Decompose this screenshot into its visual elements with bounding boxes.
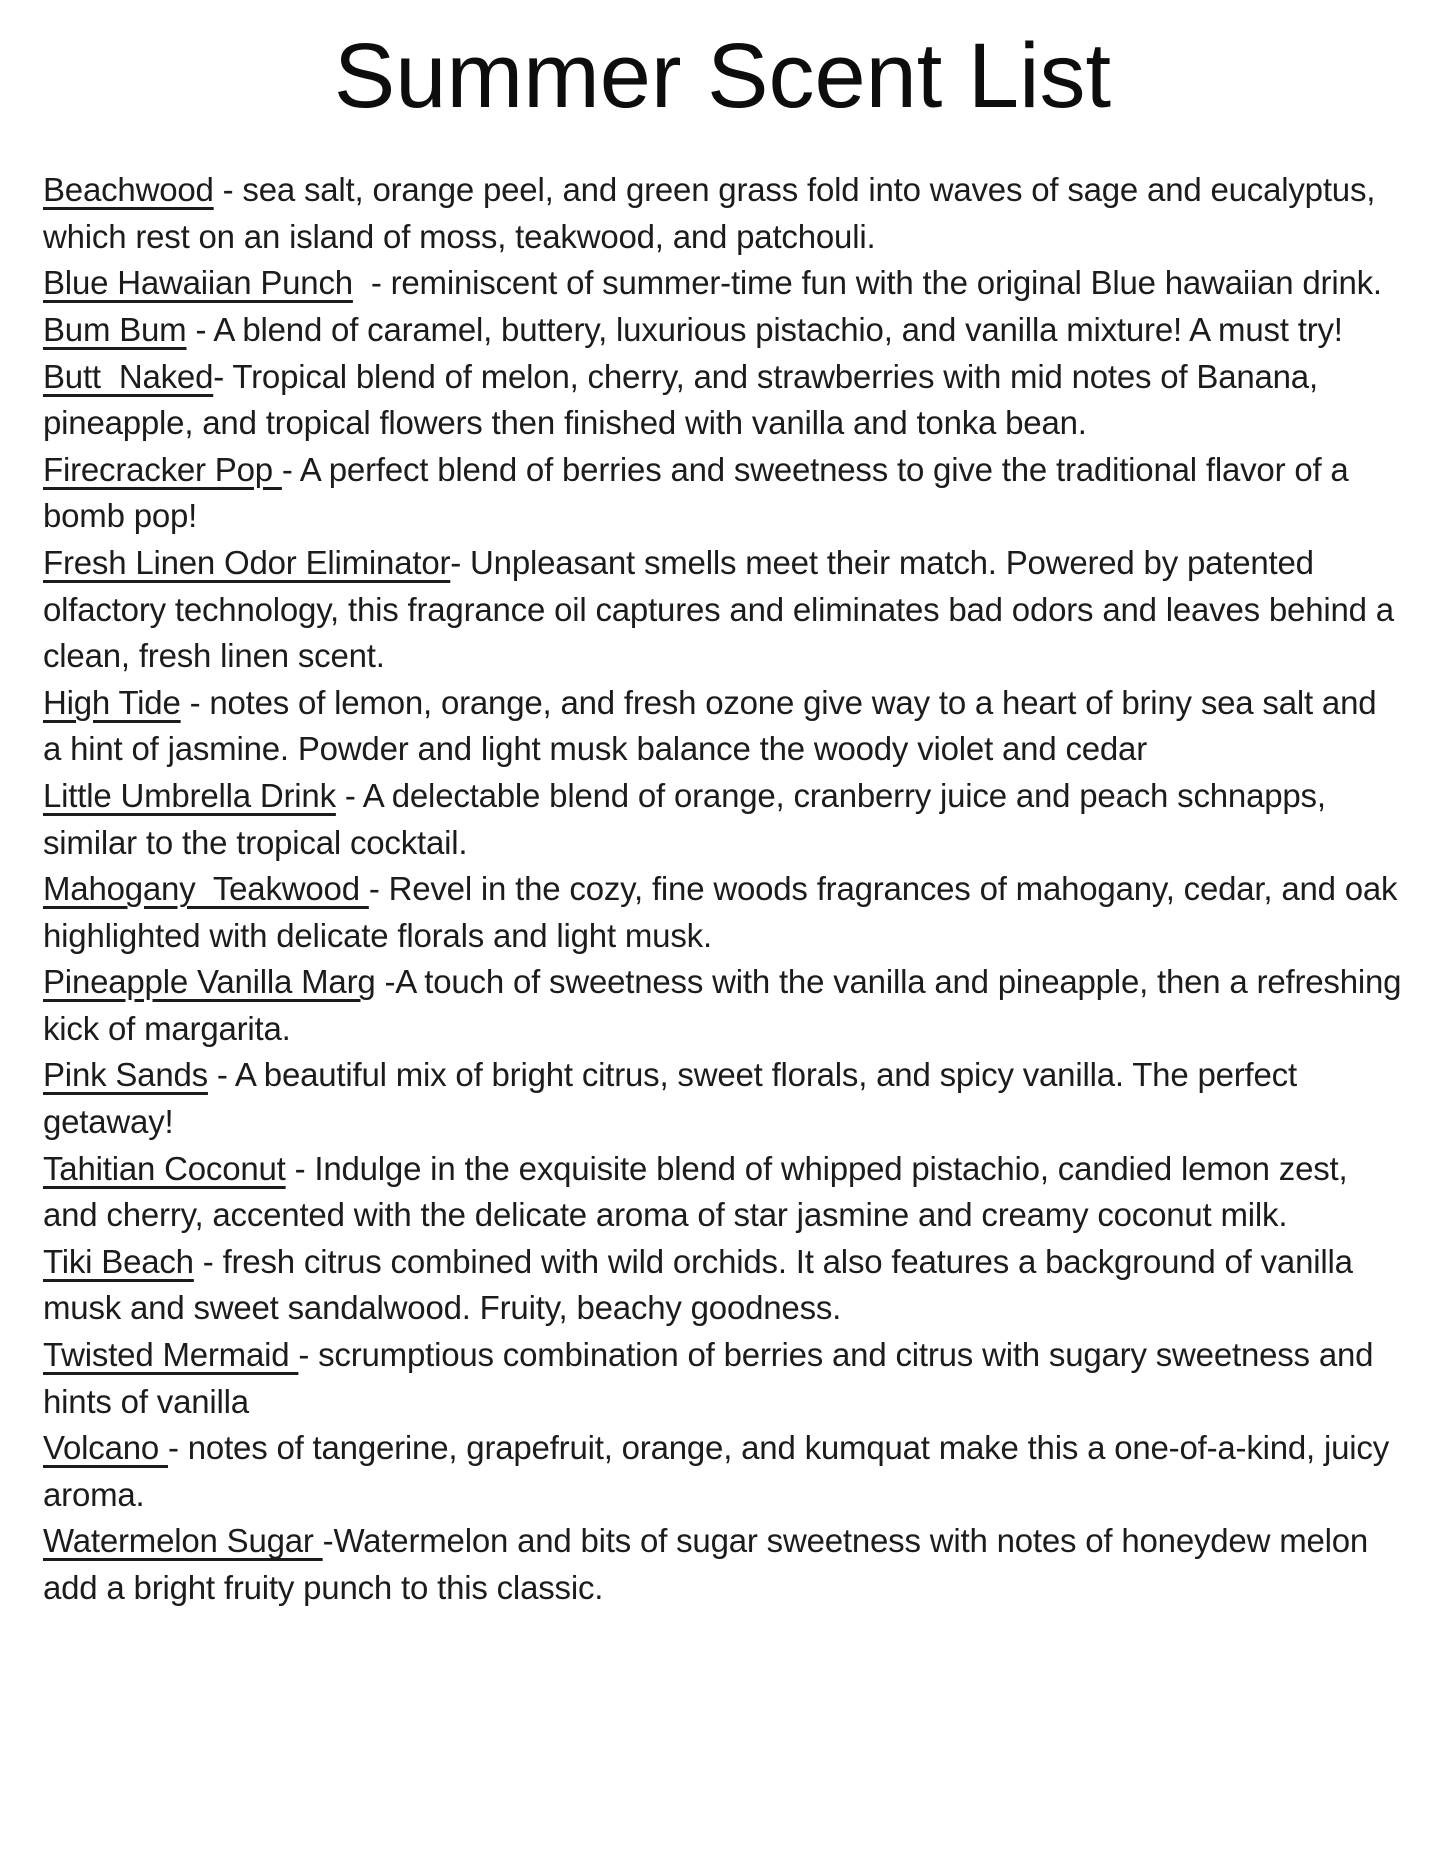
scent-description: - Unpleasant smells meet their match. Powered by patented olfactory technology, this fragrance oil captures and eliminates bad odors and leaves behind a clean, fresh linen scent.: [43, 543, 1403, 675]
scent-description: - fresh citrus combined with wild orchids. It also features a background of vanilla musk and sweet sandalwood. Fruity, beachy goodness.: [43, 1242, 1362, 1327]
scent-entry: [43, 260, 1403, 307]
scent-entry: [43, 354, 1403, 447]
scent-entry: [43, 680, 1403, 773]
scent-description: - scrumptious combination of berries and citrus with sugary sweetness and hints of vanilla: [43, 1336, 1383, 1420]
scent-description: - A perfect blend of berries and sweetness to give the traditional flavor of a bomb pop!: [43, 450, 1358, 535]
scent-entry: [43, 1146, 1403, 1239]
scent-name: Tiki Beach: [43, 1242, 194, 1280]
scent-entry: [43, 1332, 1403, 1425]
scent-description: - notes of tangerine, grapefruit, orange, and kumquat make this a one-of-a-kind, juicy aroma.: [43, 1429, 1398, 1513]
scent-name: Butt Naked: [43, 357, 214, 395]
scent-entry: [43, 447, 1403, 540]
document-page: [0, 26, 1445, 1871]
scent-description: -A touch of sweetness with the vanilla and pineapple, then a refreshing kick of margarita.: [43, 963, 1411, 1047]
scent-name: Twisted Mermaid: [43, 1336, 299, 1374]
scent-description: - sea salt, orange peel, and green grass fold into waves of sage and eucalyptus, which rest on an island of moss, teakwood, and patchouli.: [43, 171, 1385, 255]
scent-entry: [43, 1239, 1403, 1332]
scent-entry: [43, 540, 1403, 680]
scent-name: Pink Sands: [43, 1056, 208, 1094]
scent-name: Fresh Linen Odor Eliminator: [43, 543, 451, 581]
scent-entry: [43, 1518, 1403, 1611]
scent-entry: [43, 167, 1403, 260]
scent-description: - A blend of caramel, buttery, luxurious pistachio, and vanilla mixture! A must try!: [186, 310, 1343, 348]
scent-description: - Revel in the cozy, fine woods fragrances of mahogany, cedar, and oak highlighted with delicate florals and light musk.: [43, 870, 1407, 954]
scent-description: -Watermelon and bits of sugar sweetness with notes of honeydew melon add a bright fruity punch to this classic.: [43, 1522, 1378, 1606]
scent-description: - A beautiful mix of bright citrus, sweet florals, and spicy vanilla. The perfect getaway!: [43, 1056, 1306, 1141]
scent-name: Tahitian Coconut: [43, 1149, 286, 1187]
scent-description: - Indulge in the exquisite blend of whipped pistachio, candied lemon zest, and cherry, accented with the delicate aroma of star jasmine and creamy coconut milk.: [43, 1149, 1357, 1234]
scent-entry: [43, 1425, 1403, 1518]
scent-name: Firecracker Pop: [43, 450, 282, 488]
scent-name: Watermelon Sugar: [43, 1522, 323, 1560]
scent-entry: [43, 1052, 1403, 1145]
scent-description: - notes of lemon, orange, and fresh ozone give way to a heart of briny sea salt and a hint of jasmine. Powder and light musk balance the woody violet and cedar: [43, 683, 1386, 768]
scent-name: Mahogany Teakwood: [43, 870, 369, 908]
scent-name: Beachwood: [43, 171, 214, 209]
scent-name: Volcano: [43, 1429, 169, 1467]
scent-list: [43, 167, 1411, 1611]
scent-name: Bum Bum: [43, 310, 187, 348]
scent-entry: [43, 307, 1403, 354]
scent-entry: [43, 773, 1403, 866]
scent-entry: [43, 959, 1411, 1052]
scent-name: High Tide: [43, 683, 181, 721]
page-title: Summer Scent List: [333, 25, 1112, 127]
scent-name: Pineapple Vanilla Marg: [43, 963, 376, 1001]
scent-entry: [43, 866, 1407, 959]
scent-description: - Tropical blend of melon, cherry, and strawberries with mid notes of Banana, pineapple, and tropical flowers then finished with vanilla and tonka bean.: [43, 357, 1327, 442]
scent-name: Blue Hawaiian Punch: [43, 264, 353, 302]
scent-name: Little Umbrella Drink: [43, 776, 336, 814]
scent-description: - A delectable blend of orange, cranberry juice and peach schnapps, similar to the tropical cocktail.: [43, 776, 1335, 861]
scent-description: - reminiscent of summer-time fun with the original Blue hawaiian drink.: [352, 264, 1382, 302]
